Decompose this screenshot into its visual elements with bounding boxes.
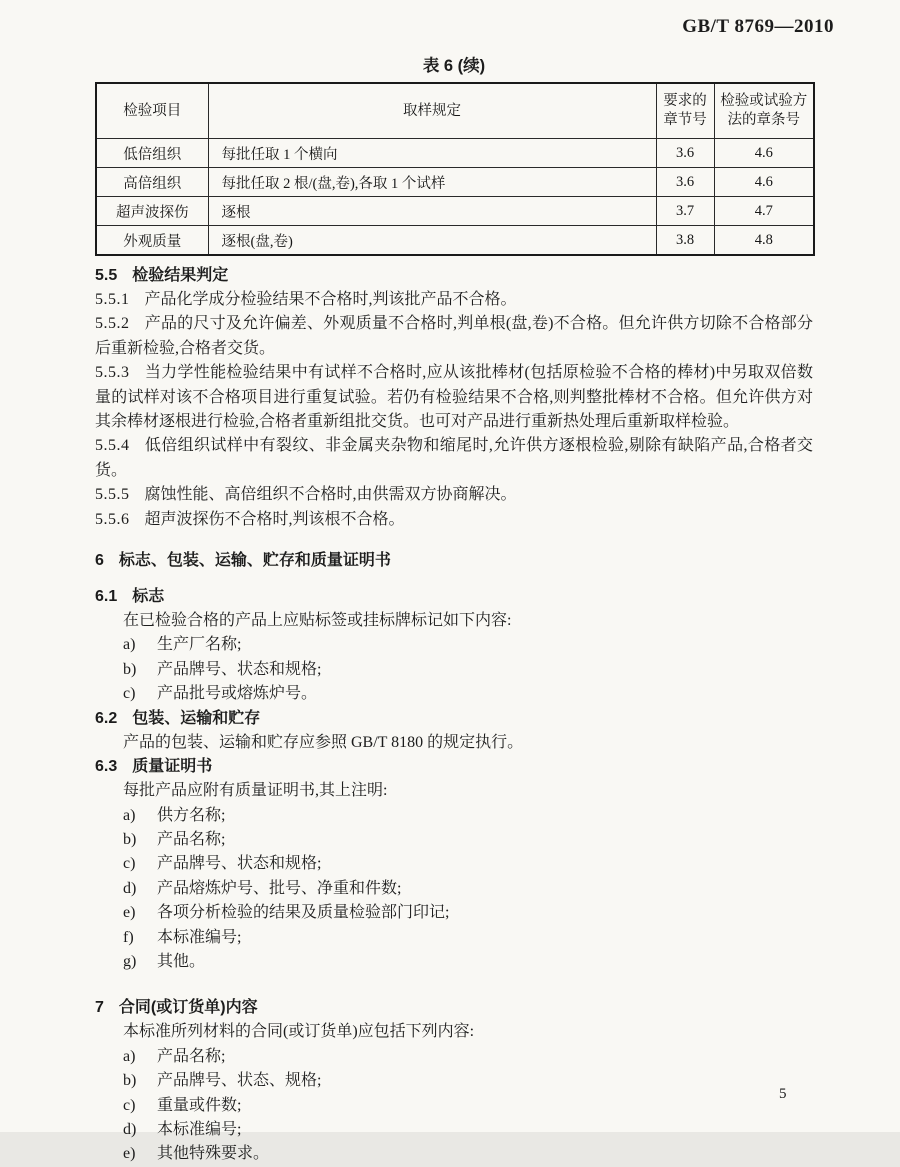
col-header-sampling-rule: 取样规定 <box>208 83 656 139</box>
col-header-method-clause <box>714 83 814 139</box>
section-title: 合同(或订货单)内容 <box>118 999 258 1017</box>
cell-inspection-item: 高倍组织 <box>96 168 208 197</box>
cell-inspection-item: 外观质量 <box>96 226 208 256</box>
list-item-label: e) <box>123 1145 136 1163</box>
list-item-text: 其他。 <box>157 952 206 970</box>
list-item-text: 本标准编号; <box>157 1120 242 1138</box>
list-item-label: c) <box>123 685 136 703</box>
clause-text: 低倍组织试样中有裂纹、非金属夹杂物和缩尾时,允许供方逐根检验,剔除有缺陷产品,合格者交货。 <box>95 437 813 479</box>
section-number: 6.1 <box>95 588 118 606</box>
list-item-text: 产品名称; <box>157 1047 226 1065</box>
list-item-label: d) <box>123 879 137 897</box>
clause-text: 产品化学成分检验结果不合格时,判该批产品不合格。 <box>144 291 517 308</box>
list-item-label: a) <box>123 1047 136 1065</box>
list-item-text: 其他特殊要求。 <box>157 1145 270 1163</box>
table-header-row <box>96 83 814 139</box>
cell-sampling-rule: 每批任取 1 个横向 <box>208 139 656 168</box>
list-item <box>95 950 813 974</box>
cell-inspection-item: 低倍组织 <box>96 139 208 168</box>
list-item-text: 产品熔炼炉号、批号、净重和件数; <box>157 879 402 897</box>
clause-text: 当力学性能检验结果中有试样不合格时,应从该批棒材(包括原检验不合格的棒材)中另取双倍数量的试样对该不合格项目进行重复试验。若仍有检验结果不合格,则判整批棒材不合格。但允许供方对其余棒材逐根进行检验,合格者重新组批交货。也可对产品进行重新热处理后重新取样检验。 <box>95 364 813 431</box>
section-number: 6.3 <box>95 758 118 776</box>
clause-number: 5.5.6 <box>95 510 130 528</box>
cell-method-clause: 4.6 <box>714 168 814 197</box>
section-6-1-intro: 在已检验合格的产品上应贴标签或挂标牌标记如下内容: <box>123 612 512 630</box>
col-header-line: 要求的 <box>663 93 707 109</box>
clause-5-5-6 <box>95 508 813 532</box>
list-item <box>95 1045 813 1069</box>
list-item-label: c) <box>123 855 136 873</box>
section-7-heading <box>95 996 813 1020</box>
clause-number: 5.5.2 <box>95 315 130 333</box>
clause-number: 5.5.4 <box>95 437 130 455</box>
list-item <box>95 828 813 852</box>
cell-sampling-rule: 逐根(盘,卷) <box>208 226 656 256</box>
clause-number: 5.5.5 <box>95 486 130 504</box>
list-item-text: 产品牌号、状态和规格; <box>157 660 322 678</box>
page-content <box>95 52 813 1167</box>
clause-5-5-4 <box>95 434 813 483</box>
list-item <box>95 658 813 682</box>
list-item <box>95 804 813 828</box>
cell-method-clause: 4.7 <box>714 197 814 226</box>
section-number: 6.2 <box>95 709 118 727</box>
cell-requirement-clause: 3.7 <box>656 197 714 226</box>
list-item-text: 各项分析检验的结果及质量检验部门印记; <box>157 904 450 922</box>
clause-5-5-3 <box>95 361 813 434</box>
clause-number: 5.5.3 <box>95 364 130 382</box>
list-item-label: b) <box>123 830 137 848</box>
cell-requirement-clause: 3.6 <box>656 139 714 168</box>
list-item-label: c) <box>123 1096 136 1114</box>
cell-method-clause: 4.6 <box>714 139 814 168</box>
section-6-2-body: 产品的包装、运输和贮存应参照 GB/T 8180 的规定执行。 <box>123 733 524 751</box>
list-item <box>95 877 813 901</box>
col-header-inspection-item: 检验项目 <box>96 83 208 139</box>
standard-number: GB/T 8769—2010 <box>682 16 834 37</box>
list-item-text: 产品牌号、状态、规格; <box>157 1072 322 1090</box>
page-number: 5 <box>779 1086 787 1102</box>
list-item-text: 重量或件数; <box>157 1096 242 1114</box>
cell-method-clause: 4.8 <box>714 226 814 256</box>
list-item-text: 产品批号或熔炼炉号。 <box>157 685 318 703</box>
list-item-label: e) <box>123 904 136 922</box>
clause-number: 5.5.1 <box>95 291 130 308</box>
clause-5-5-1 <box>95 288 813 312</box>
list-item <box>95 926 813 950</box>
col-header-requirement-clause <box>656 83 714 139</box>
cell-requirement-clause: 3.6 <box>656 168 714 197</box>
cell-inspection-item: 超声波探伤 <box>96 197 208 226</box>
section-6-3-heading <box>95 755 813 779</box>
inspection-sampling-table <box>95 82 815 256</box>
section-title: 标志、包装、运输、贮存和质量证明书 <box>118 552 391 570</box>
list-item-text: 本标准编号; <box>157 928 242 946</box>
list-item-label: b) <box>123 660 137 678</box>
section-title: 标志 <box>132 588 165 606</box>
list-item-label: b) <box>123 1072 137 1090</box>
section-6-1-heading <box>95 585 813 609</box>
section-number: 7 <box>95 999 104 1017</box>
section-6-2-heading <box>95 707 813 731</box>
table-row <box>96 139 814 168</box>
col-header-line: 法的章条号 <box>727 112 800 128</box>
list-item-label: a) <box>123 636 136 654</box>
list-item <box>95 901 813 925</box>
col-header-line: 检验或试验方 <box>720 93 808 109</box>
section-5-5-heading <box>95 264 813 288</box>
cell-sampling-rule: 逐根 <box>208 197 656 226</box>
list-item <box>95 1069 813 1093</box>
list-item-text: 供方名称; <box>157 806 226 824</box>
list-item <box>95 633 813 657</box>
list-item <box>95 1094 813 1118</box>
list-item-text: 产品名称; <box>157 830 226 848</box>
list-item-label: d) <box>123 1120 137 1138</box>
list-item-label: a) <box>123 806 136 824</box>
list-item <box>95 852 813 876</box>
list-item-text: 产品牌号、状态和规格; <box>157 855 322 873</box>
section-number: 5.5 <box>95 267 118 284</box>
list-item <box>95 1142 813 1166</box>
clause-5-5-2 <box>95 312 813 361</box>
section-title: 质量证明书 <box>132 758 213 776</box>
cell-sampling-rule: 每批任取 2 根/(盘,卷),各取 1 个试样 <box>208 168 656 197</box>
section-6-heading <box>95 549 813 573</box>
section-title: 包装、运输和贮存 <box>132 709 261 727</box>
list-item <box>95 682 813 706</box>
list-item <box>95 1118 813 1142</box>
section-number: 6 <box>95 552 104 570</box>
section-6-3-intro: 每批产品应附有质量证明书,其上注明: <box>123 782 388 800</box>
clause-text: 产品的尺寸及允许偏差、外观质量不合格时,判单根(盘,卷)不合格。但允许供方切除不合格部分后重新检验,合格者交货。 <box>95 315 813 357</box>
list-item-label: f) <box>123 928 134 946</box>
clause-5-5-5 <box>95 483 813 507</box>
table-row <box>96 197 814 226</box>
clause-text: 超声波探伤不合格时,判该根不合格。 <box>144 510 405 528</box>
table-title: 表 6 (续) <box>422 57 486 75</box>
list-item-text: 生产厂名称; <box>157 636 242 654</box>
table-row <box>96 168 814 197</box>
table-row <box>96 226 814 256</box>
section-7-intro: 本标准所列材料的合同(或订货单)应包括下列内容: <box>123 1023 475 1041</box>
cell-requirement-clause: 3.8 <box>656 226 714 256</box>
list-item-label: g) <box>123 952 137 970</box>
col-header-line: 章节号 <box>663 112 707 128</box>
clause-text: 腐蚀性能、高倍组织不合格时,由供需双方协商解决。 <box>144 486 517 504</box>
section-title: 检验结果判定 <box>132 267 229 284</box>
